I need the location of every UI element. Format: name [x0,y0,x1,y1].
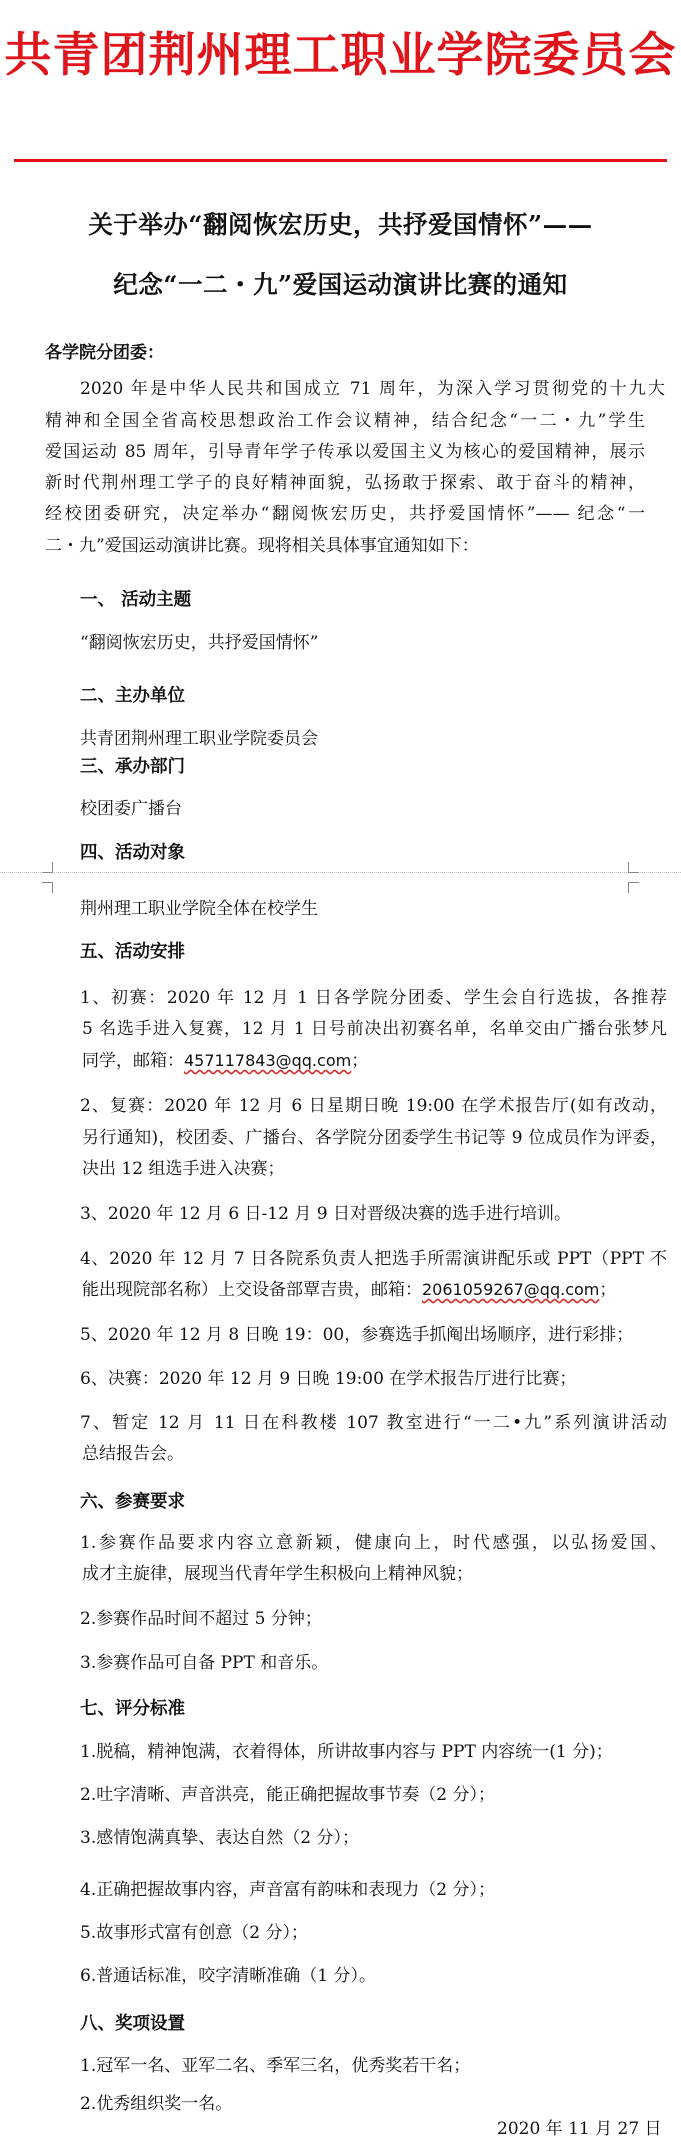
salutation: 各学院分团委： [45,343,164,363]
arrangement-3: 3、2020 年 12 月 6 日-12 月 9 日对晋级决赛的选手进行培训。 [80,1204,571,1224]
requirement-1-line-1: 1.参赛作品要求内容立意新颖，健康向上，时代感强，以弘扬爱国、 [80,1533,667,1553]
section-7-heading: 七、评分标准 [80,1699,185,1719]
intro-line-5: 经校团委研究，决定举办“翻阅恢宏历史，共抒爱国情怀”—— 纪念“一 [45,504,645,524]
issue-date: 2020 年 11 月 27 日 [497,2119,662,2139]
intro-line-6: 二・九”爱国运动演讲比赛。现将相关具体事宜通知如下： [45,536,479,556]
arrangement-1-line-2: 5 名选手进入复赛，12 月 1 日号前决出初赛名单，名单交由广播台张梦凡 [82,1019,667,1039]
award-2: 2.优秀组织奖一名。 [80,2094,233,2114]
requirement-3: 3.参赛作品可自备 PPT 和音乐。 [80,1653,329,1673]
criterion-4: 4.正确把握故事内容，声音富有韵味和表现力（2 分）； [80,1880,495,1900]
email-address[interactable]: 457117843@qq.com [184,1051,352,1070]
notice-title-line-2: 纪念“一二・九”爱国运动演讲比赛的通知 [113,270,568,299]
section-5-heading: 五、活动安排 [80,942,185,962]
arrangement-1-line-3: 同学，邮箱：457117843@qq.com； [82,1051,369,1071]
requirement-2: 2.参赛作品时间不超过 5 分钟； [80,1609,322,1629]
section-3-content: 校团委广播台 [80,799,182,819]
section-2-heading: 二、主办单位 [80,686,185,706]
arrangement-2-line-2: 另行通知)，校团委、广播台、各学院分团委学生书记等 9 位成员作为评委， [82,1128,667,1148]
section-2-content: 共青团荆州理工职业学院委员会 [80,729,318,749]
arrangement-1-line-1: 1、初赛：2020 年 12 月 1 日各学院分团委、学生会自行选拔，各推荐 [80,988,667,1008]
intro-line-2: 精神和全国全省高校思想政治工作会议精神，结合纪念“一二・九”学生 [45,411,645,431]
masthead-title: 共青团荆州理工职业学院委员会 [4,28,677,83]
section-1-content: “翻阅恢宏历史，共抒爱国情怀” [80,633,319,653]
criterion-5: 5.故事形式富有创意（2 分）； [80,1923,308,1943]
requirement-1-line-2: 成才主旋律，展现当代青年学生积极向上精神风貌； [82,1564,473,1584]
intro-line-4: 新时代荆州理工学子的良好精神面貌，弘扬敢于探索、敢于奋斗的精神， [45,473,645,493]
arrangement-5: 5、2020 年 12 月 8 日晚 19：00，参赛选手抓阄出场顺序，进行彩排； [80,1325,634,1345]
crop-mark [42,882,53,893]
arrangement-7-line-1: 7、暂定 12 月 11 日在科教楼 107 教室进行“一二•九”系列演讲活动 [80,1413,667,1433]
criterion-6: 6.普通话标准，咬字清晰准确（1 分）。 [80,1966,376,1986]
arrangement-6: 6、决赛：2020 年 12 月 9 日晚 19:00 在学术报告厅进行比赛； [80,1369,577,1389]
crop-mark [42,862,53,873]
criterion-1: 1.脱稿，精神饱满，衣着得体，所讲故事内容与 PPT 内容统一(1 分)； [80,1742,613,1762]
red-divider [14,159,667,162]
crop-mark [628,882,639,893]
criterion-3: 3.感情饱满真挚、表达自然（2 分）； [80,1828,359,1848]
award-1: 1.冠军一名、亚军二名、季军三名，优秀奖若干名； [80,2056,471,2076]
page-break-line [0,872,681,873]
arrangement-7-line-2: 总结报告会。 [82,1444,184,1464]
criterion-2: 2.吐字清晰、声音洪亮，能正确把握故事节奏（2 分）； [80,1785,495,1805]
section-4-heading: 四、活动对象 [80,843,185,863]
arrangement-4-line-1: 4、2020 年 12 月 7 日各院系负责人把选手所需演讲配乐或 PPT（PPT 不 [80,1249,667,1269]
intro-line-1: 2020 年是中华人民共和国成立 71 周年，为深入学习贯彻党的十九大 [80,379,665,399]
email-address[interactable]: 2061059267@qq.com [422,1280,600,1299]
section-6-heading: 六、参赛要求 [80,1492,185,1512]
section-4-content: 荆州理工职业学院全体在校学生 [80,899,318,919]
notice-title-line-1: 关于举办“翻阅恢宏历史，共抒爱国情怀”—— [88,210,593,239]
arrangement-2-line-1: 2、复赛：2020 年 12 月 6 日星期日晚 19:00 在学术报告厅(如有改动， [80,1096,667,1116]
arrangement-2-line-3: 决出 12 组选手进入决赛； [82,1159,285,1179]
section-8-heading: 八、奖项设置 [80,2014,185,2034]
intro-line-3: 爱国运动 85 周年，引导青年学子传承以爱国主义为核心的爱国精神，展示 [45,442,645,462]
arrangement-4-line-2: 能出现院部名称）上交设备部覃吉贵，邮箱：2061059267@qq.com； [82,1280,617,1300]
section-3-heading: 三、承办部门 [80,757,185,777]
section-1-heading: 一、 活动主题 [80,590,192,610]
crop-mark [628,862,639,873]
